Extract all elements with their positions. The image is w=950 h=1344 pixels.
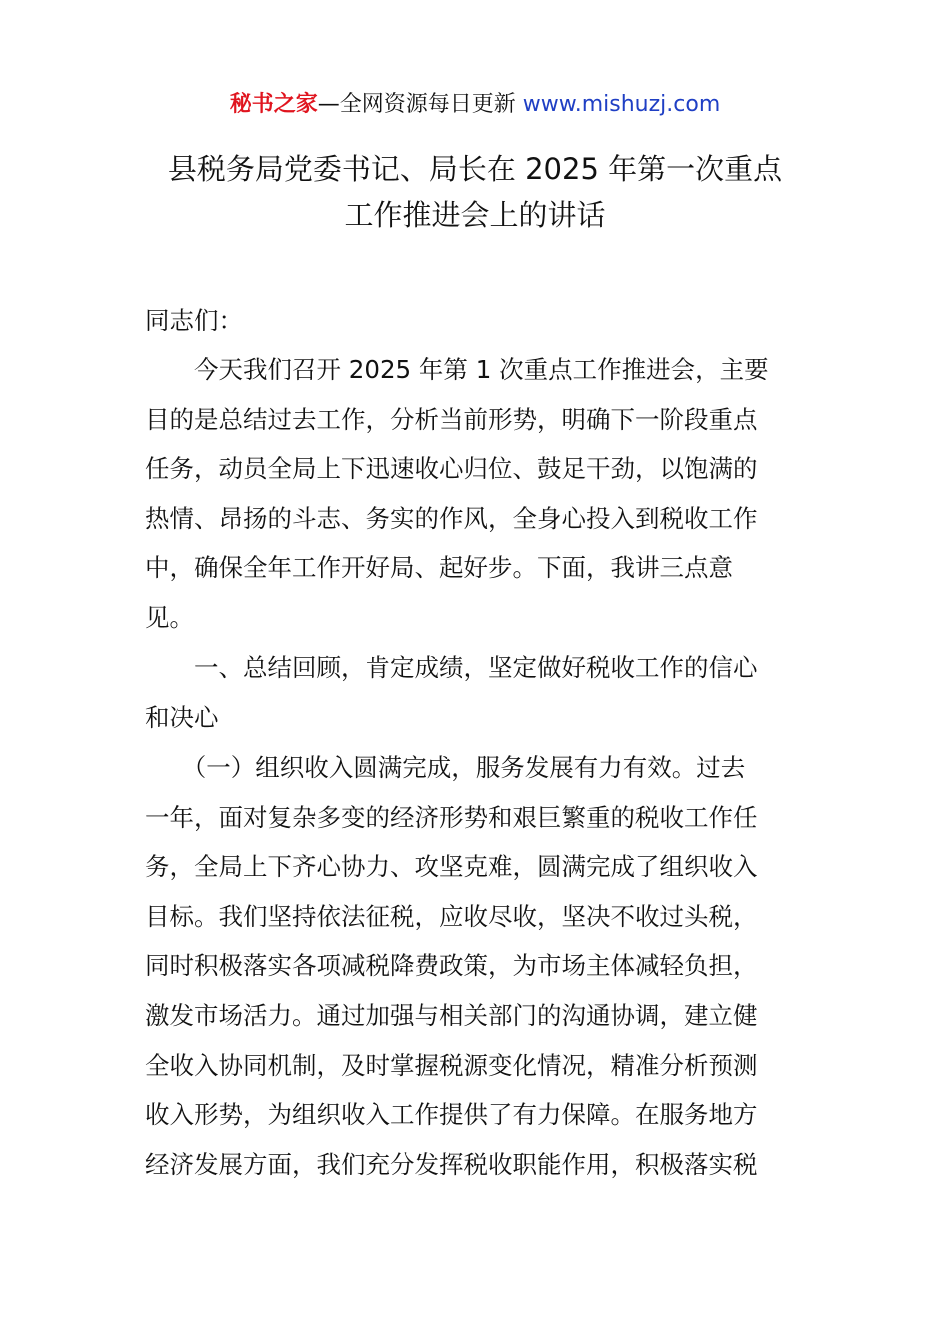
- document-title: [100, 146, 850, 238]
- heading-line: 和决心: [145, 702, 219, 732]
- paragraph-line: 今天我们召开 2025 年第 1 次重点工作推进会，主要: [145, 355, 769, 384]
- salutation-text: 同志们：: [145, 306, 243, 335]
- paragraph-line: 热情、昂扬的斗志、务实的作风，全身心投入到税收工作: [145, 503, 758, 533]
- paragraph-line: 中，确保全年工作开好局、起好步。下面，我讲三点意: [145, 553, 733, 583]
- paragraph-line: 务，全局上下齐心协力、攻坚克难，圆满完成了组织收入: [145, 852, 758, 882]
- paragraph-line: 同时积极落实各项减税降费政策，为市场主体减轻负担，: [145, 951, 758, 981]
- paragraph-line: 任务，动员全局上下迅速收心归位、鼓足干劲，以饱满的: [145, 454, 758, 484]
- paragraph-line: 一年，面对复杂多变的经济形势和艰巨繁重的税收工作任: [145, 802, 758, 832]
- paragraph-line: 目标。我们坚持依法征税，应收尽收，坚决不收过头税，: [145, 901, 758, 931]
- paragraph-section-1-1: [145, 743, 810, 1189]
- paragraph-line: 目的是总结过去工作，分析当前形势，明确下一阶段重点: [145, 404, 758, 434]
- heading-line: 一、总结回顾，肯定成绩，坚定做好税收工作的信心: [145, 653, 758, 682]
- title-line: 县税务局党委书记、局长在 2025 年第一次重点: [167, 152, 783, 186]
- paragraph-line: 激发市场活力。通过加强与相关部门的沟通协调，建立健: [145, 1000, 758, 1030]
- paragraph-line: 经济发展方面，我们充分发挥税收职能作用，积极落实税: [145, 1149, 758, 1179]
- salutation: [145, 296, 810, 346]
- paragraph-line: 全收入协同机制，及时掌握税源变化情况，精准分析预测: [145, 1050, 758, 1080]
- paragraph-intro: [145, 345, 810, 643]
- section-heading-1: [145, 643, 810, 742]
- site-brand: 秘书之家: [229, 92, 318, 117]
- paragraph-line: 收入形势，为组织收入工作提供了有力保障。在服务地方: [145, 1100, 758, 1130]
- site-header: [0, 88, 950, 122]
- paragraph-line: 见。: [145, 602, 194, 632]
- site-tagline: —全网资源每日更新: [317, 92, 523, 117]
- site-url-link[interactable]: www.mishuzj.com: [522, 92, 721, 117]
- paragraph-line: （一）组织收入圆满完成，服务发展有力有效。过去: [145, 753, 746, 782]
- title-line: 工作推进会上的讲话: [344, 198, 606, 232]
